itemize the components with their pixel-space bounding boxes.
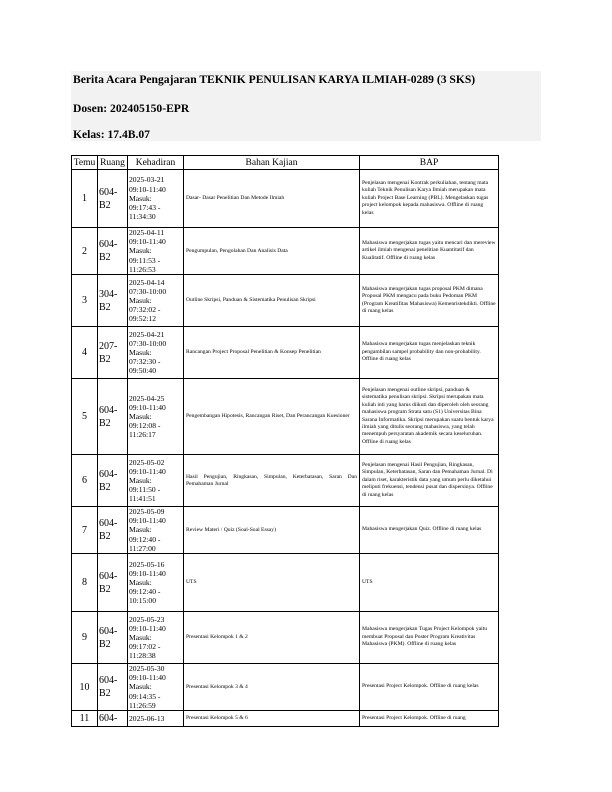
- check-in-label: Masuk:: [129, 525, 152, 535]
- check-in-time: 09:14:35 - 11:26:59: [129, 691, 161, 710]
- bap-cell: Mahasiswa mengerjakan Quiz. Offline di ruang kelas: [360, 507, 499, 554]
- check-in-time: 09:17:43 - 11:34:30: [129, 203, 161, 222]
- lecturer-label: Dosen: 202405150-EPR: [73, 102, 190, 115]
- table-row: [72, 612, 499, 664]
- column-header-ruang: Ruang: [98, 156, 128, 170]
- table-header-row: [72, 156, 499, 170]
- session-schedule: 09:10-11:40: [129, 516, 166, 526]
- bap-cell: Presentasi Project Kelompok. Offline di ruang kelas: [360, 664, 499, 711]
- session-date: 2025-03-21: [129, 175, 165, 185]
- session-schedule: 09:10-11:40: [129, 466, 166, 476]
- room-cell: 604-B2: [98, 455, 128, 507]
- check-in-time: 09:11:50 - 11:41:51: [129, 485, 161, 504]
- room-cell: 604-: [98, 711, 128, 727]
- table-row: [72, 379, 499, 455]
- table-row: [72, 507, 499, 554]
- attendance-cell: [128, 170, 184, 228]
- study-material-cell: Presentasi Kelompok 5 & 6: [184, 711, 360, 727]
- bap-cell: Presentasi Project Kelompok. Offline di ruang: [360, 711, 499, 727]
- table-row: [72, 327, 499, 379]
- session-date: 2025-06-13: [129, 713, 165, 723]
- session-schedule: 09:10-11:40: [129, 184, 166, 194]
- column-header-temu: Temu: [72, 156, 98, 170]
- teaching-record-table: [71, 155, 499, 727]
- session-date: 2025-05-16: [129, 559, 165, 569]
- attendance-cell: [128, 228, 184, 275]
- column-header-bap: BAP: [360, 156, 499, 170]
- session-schedule: 09:10-11:40: [129, 237, 166, 247]
- check-in-time: 09:12:40 - 11:27:00: [129, 534, 161, 553]
- check-in-time: 09:17:02 - 11:28:38: [129, 642, 161, 661]
- meeting-number: 4: [72, 327, 98, 379]
- study-material-cell: Pengembangan Hipotesis, Rancangan Riset, Dan Perancangan Kuesioner: [184, 379, 360, 455]
- column-header-bahan-kajian: Bahan Kajian: [184, 156, 360, 170]
- check-in-label: Masuk:: [129, 347, 152, 357]
- check-in-time: 07:32:30 - 09:50:40: [129, 357, 161, 376]
- study-material-cell: Outline Skripsi, Panduan & Sistematika Penulisan Skripsi: [184, 275, 360, 327]
- attendance-cell: [128, 327, 184, 379]
- table-row: [72, 228, 499, 275]
- check-in-label: Masuk:: [129, 295, 152, 305]
- meeting-number: 8: [72, 554, 98, 612]
- meeting-number: 9: [72, 612, 98, 664]
- meeting-number: 10: [72, 664, 98, 711]
- session-schedule: 07:30-10:00: [129, 286, 167, 296]
- attendance-cell: [128, 711, 184, 727]
- bap-cell: Mahasiswa mengerjakan tugas proposal PKM dimana Proposal PKM mengacu pada buku Pedoman PKM (Program Kreatifitas Mahasiswa) Kemenristekdikti. Offline di ruang kelas: [360, 275, 499, 327]
- meeting-number: 3: [72, 275, 98, 327]
- check-in-time: 09:12:40 - 10:15:00: [129, 587, 161, 606]
- session-date: 2025-05-23: [129, 614, 165, 624]
- session-schedule: 07:30-10:00: [129, 338, 167, 348]
- check-in-label: Masuk:: [129, 632, 152, 642]
- study-material-cell: Pengumpulan, Pengolahan Dan Analisis Data: [184, 228, 360, 275]
- column-header-kehadiran: Kehadiran: [128, 156, 184, 170]
- session-date: 2025-04-14: [129, 277, 165, 287]
- study-material-cell: Presentasi Kelompok 1 & 2: [184, 612, 360, 664]
- bap-cell: Mahasiswa mengerjakan tugas yaitu mencari dan mereview artikel ilmiah mengenai penelitian Kuantitatif dan Kualitatif. Offline di ruang kelas: [360, 228, 499, 275]
- attendance-cell: [128, 275, 184, 327]
- meeting-number: 1: [72, 170, 98, 228]
- attendance-cell: [128, 664, 184, 711]
- meeting-number: 11: [72, 711, 98, 727]
- check-in-label: Masuk:: [129, 246, 152, 256]
- document-title: Berita Acara Pengajaran TEKNIK PENULISAN KARYA ILMIAH-0289 (3 SKS): [73, 73, 476, 86]
- table-row: [72, 554, 499, 612]
- session-date: 2025-05-09: [129, 507, 165, 517]
- document-header: [71, 71, 541, 141]
- check-in-time: 09:11:53 - 11:26:53: [129, 255, 161, 274]
- study-material-cell: UTS: [184, 554, 360, 612]
- bap-cell: Penjelasan mengenai outline skripsi, panduan & sistematika penulisan skripsi. Skripsi merupakan mata kuliah inti yang harus diikuti dan diperoleh oleh seorang mahasiswa program Strata satu (S1) Universitas Bina Sarana Informatika. Skripsi merupakan suatu bentuk karya ilmiah yang ditulis seorang mahasiswa, yang telah menempuh persyaratan akademik secara keseluruhan. Offline di ruang kelas: [360, 379, 499, 455]
- class-label: Kelas: 17.4B.07: [73, 128, 150, 141]
- session-schedule: 09:10-11:40: [129, 623, 166, 633]
- session-date: 2025-04-11: [129, 228, 165, 237]
- bap-cell: Penjelasan mengenai Hasil Pengujian, Ringkasan, Simpulan, Keterbatasan, Saran dan Pemahaman Jurnal. Di dalam riset, karakteristik data yang umum perlu diketahui meliputi frekuensi, tendensi pusat dan dispersinya. Offline di ruang kelas: [360, 455, 499, 507]
- session-date: 2025-04-25: [129, 393, 165, 403]
- bap-cell: Mahasiswa mengerjakan tugas menjelaskan teknik pengambilan sampel probability dan non-probability. Offline di ruang kelas: [360, 327, 499, 379]
- attendance-cell: [128, 455, 184, 507]
- meeting-number: 2: [72, 228, 98, 275]
- meeting-number: 6: [72, 455, 98, 507]
- check-in-label: Masuk:: [129, 411, 152, 421]
- session-date: 2025-05-30: [129, 664, 165, 674]
- table-row: [72, 711, 499, 727]
- check-in-label: Masuk:: [129, 193, 152, 203]
- room-cell: 604-B2: [98, 507, 128, 554]
- room-cell: 604-B2: [98, 170, 128, 228]
- check-in-label: Masuk:: [129, 682, 152, 692]
- attendance-cell: [128, 379, 184, 455]
- room-cell: 604-B2: [98, 612, 128, 664]
- table-row: [72, 275, 499, 327]
- check-in-time: 09:12:08 - 11:26:17: [129, 421, 161, 440]
- study-material-cell: Dasar- Dasar Penelitian Dan Metode Ilmiah: [184, 170, 360, 228]
- check-in-time: 07:32:02 - 09:52:12: [129, 305, 161, 324]
- room-cell: 604-B2: [98, 664, 128, 711]
- check-in-label: Masuk:: [129, 577, 152, 587]
- session-schedule: 09:10-11:40: [129, 568, 166, 578]
- bap-cell: UTS: [360, 554, 499, 612]
- table-row: [72, 170, 499, 228]
- bap-cell: Mahasiswa mengerjakan Tugas Project Kelompok yaitu membuat Proposal dan Poster Program Kreativitas Mahasiswa (PKM). Offline di ruang kelas: [360, 612, 499, 664]
- session-schedule: 09:10-11:40: [129, 402, 166, 412]
- attendance-cell: [128, 612, 184, 664]
- bap-cell: Penjelasan mengenai Kontrak perkuliahan, tentang mata kuliah Teknik Penulisan Karya Ilmiah merupakan mata kuliah Project Base Learning (PBL). Mengelaskan tugas project kelompok kepada mahasiswa. Offline di ruang kelas: [360, 170, 499, 228]
- study-material-cell: Review Materi / Quiz (Soal-Soal Essay): [184, 507, 360, 554]
- attendance-cell: [128, 554, 184, 612]
- session-date: 2025-05-02: [129, 457, 165, 467]
- room-cell: 604-B2: [98, 228, 128, 275]
- room-cell: 304-B2: [98, 275, 128, 327]
- session-schedule: 09:10-11:40: [129, 673, 166, 683]
- room-cell: 604-B2: [98, 554, 128, 612]
- meeting-number: 7: [72, 507, 98, 554]
- room-cell: 207-B2: [98, 327, 128, 379]
- table-row: [72, 664, 499, 711]
- study-material-cell: Presentasi Kelompok 3 & 4: [184, 664, 360, 711]
- room-cell: 604-B2: [98, 379, 128, 455]
- session-date: 2025-04-21: [129, 329, 165, 339]
- check-in-label: Masuk:: [129, 475, 152, 485]
- table-row: [72, 455, 499, 507]
- study-material-cell: Hasil Pengujian, Ringkasan, Simpulan, Keterbatasan, Saran Dan Pemahaman Jurnal: [184, 455, 360, 507]
- attendance-cell: [128, 507, 184, 554]
- meeting-number: 5: [72, 379, 98, 455]
- study-material-cell: Rancangan Project Proposal Penelitian & Konsep Penelitian: [184, 327, 360, 379]
